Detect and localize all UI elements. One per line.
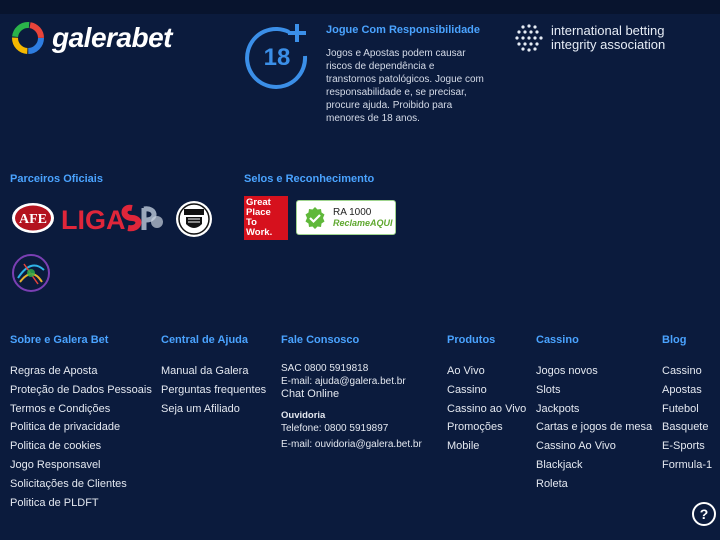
footer-link-pldft[interactable]: Politica de PLDFT	[10, 496, 99, 509]
santos-crest-icon	[175, 200, 213, 238]
footer-col-fale	[281, 334, 422, 451]
chat-online-link[interactable]: Chat Online	[281, 388, 340, 400]
liga-sp-logo-icon	[60, 200, 166, 236]
ouvidoria-phone[interactable]: Telefone: 0800 5919897	[281, 423, 389, 434]
responsibility-title: Jogue Com Responsibilidade	[326, 24, 481, 36]
footer-link-afiliado[interactable]: Seja um Afiliado	[161, 402, 240, 415]
footer-col-cassino	[536, 334, 652, 494]
footer-link-cookies[interactable]: Politica de cookies	[10, 440, 102, 453]
liga-text: LIGA	[61, 205, 126, 235]
partner-circle-icon	[10, 252, 52, 294]
footer-title-ajuda: Central de Ajuda	[161, 334, 248, 346]
footer-col-blog	[662, 334, 712, 475]
gptw-line-1: Great	[246, 197, 271, 208]
blog-link-apostas[interactable]: Apostas	[662, 383, 702, 396]
partners-title: Parceiros Oficiais	[10, 173, 103, 185]
footer-title-produtos: Produtos	[447, 334, 496, 346]
great-place-to-work-seal[interactable]	[244, 196, 288, 240]
santos-logo[interactable]	[175, 200, 213, 243]
ibia-logo[interactable]	[513, 22, 665, 54]
reclame-brand: ReclameAQUI	[333, 217, 393, 228]
ibia-globe-icon	[513, 22, 545, 54]
afe-text: AFE	[19, 212, 47, 227]
footer-title-fale: Fale Consosco	[281, 334, 360, 346]
ouvidoria-email[interactable]: E-mail: ouvidoria@galera.bet.br	[281, 439, 422, 450]
partner-circle-logo[interactable]	[10, 252, 52, 299]
top-bar	[0, 0, 720, 14]
footer-link-promocoes[interactable]: Promoções	[447, 421, 503, 434]
age-badge-number: 18	[263, 44, 291, 71]
age-18-badge	[243, 22, 311, 95]
footer-col-ajuda	[161, 334, 266, 418]
sac-phone[interactable]: SAC 0800 5919818	[281, 363, 369, 374]
footer-link-manual[interactable]: Manual da Galera	[161, 365, 249, 377]
footer-link-jogo-responsavel[interactable]: Jogo Responsavel	[10, 458, 101, 471]
footer-link-mobile[interactable]: Mobile	[447, 440, 480, 453]
footer-title-sobre: Sobre e Galera Bet	[10, 334, 109, 346]
footer-link-blackjack[interactable]: Blackjack	[536, 458, 583, 471]
footer-link-slots[interactable]: Slots	[536, 383, 561, 396]
responsibility-text: Jogos e Apostas podem causar riscos de dependência e transtornos patológicos. Jogue com responsabilidade e, se precisar, procure ajuda. Proibido para menores de 18 anos.	[326, 48, 484, 124]
footer-link-solicitacoes[interactable]: Solicitações de Clientes	[10, 477, 127, 490]
reclame-aqui-seal[interactable]	[296, 200, 396, 235]
blog-link-esports[interactable]: E-Sports	[662, 440, 705, 453]
afe-logo[interactable]	[11, 202, 55, 239]
help-button[interactable]: ?	[692, 502, 716, 526]
footer-link-regras[interactable]: Regras de Aposta	[10, 365, 98, 377]
brand-logo[interactable]	[10, 20, 172, 56]
footer-link-roleta[interactable]: Roleta	[536, 477, 568, 490]
footer-link-ao-vivo[interactable]: Ao Vivo	[447, 365, 485, 377]
ibia-line-2: integrity association	[551, 37, 666, 52]
brand-name: galerabet	[52, 22, 172, 53]
footer-col-sobre	[10, 334, 152, 512]
support-email[interactable]: E-mail: ajuda@galera.bet.br	[281, 376, 406, 387]
blog-link-formula1[interactable]: Formula-1	[662, 458, 713, 471]
blog-link-basquete[interactable]: Basquete	[662, 421, 709, 434]
galerabet-logo-icon	[10, 20, 46, 56]
footer-link-faq[interactable]: Perguntas frequentes	[161, 383, 267, 396]
check-badge-icon	[303, 206, 327, 230]
blog-link-cassino[interactable]: Cassino	[662, 365, 702, 377]
footer-link-protecao-dados[interactable]: Proteção de Dados Pessoais	[10, 383, 152, 396]
footer-link-privacidade[interactable]: Politica de privacidade	[10, 421, 121, 434]
footer-title-cassino: Cassino	[536, 334, 579, 346]
footer-link-termos[interactable]: Termos e Condições	[10, 402, 111, 415]
gptw-line-4: Work.	[246, 227, 273, 238]
reclame-score: RA 1000	[333, 206, 372, 218]
ibia-line-1: international betting	[551, 23, 665, 38]
footer-link-cassino-ao-vivo-2[interactable]: Cassino Ao Vivo	[536, 440, 616, 453]
afe-logo-icon	[11, 202, 55, 234]
footer-link-cassino-ao-vivo[interactable]: Cassino ao Vivo	[447, 402, 527, 415]
footer-link-cassino[interactable]: Cassino	[447, 383, 487, 396]
blog-link-futebol[interactable]: Futebol	[662, 402, 699, 415]
footer-link-jackpots[interactable]: Jackpots	[536, 402, 580, 415]
gptw-line-3: To	[246, 217, 257, 228]
gptw-line-2: Place	[246, 207, 271, 218]
ouvidoria-label: Ouvidoria	[281, 410, 326, 421]
age-18-plus-icon	[243, 22, 311, 90]
seals-title: Selos e Reconhecimento	[244, 173, 375, 185]
footer-title-blog: Blog	[662, 334, 687, 346]
footer-link-jogos-novos[interactable]: Jogos novos	[536, 365, 598, 377]
liga-sp-logo[interactable]	[60, 200, 166, 241]
footer-link-cartas-mesa[interactable]: Cartas e jogos de mesa	[536, 421, 653, 434]
footer-col-produtos	[447, 334, 526, 456]
